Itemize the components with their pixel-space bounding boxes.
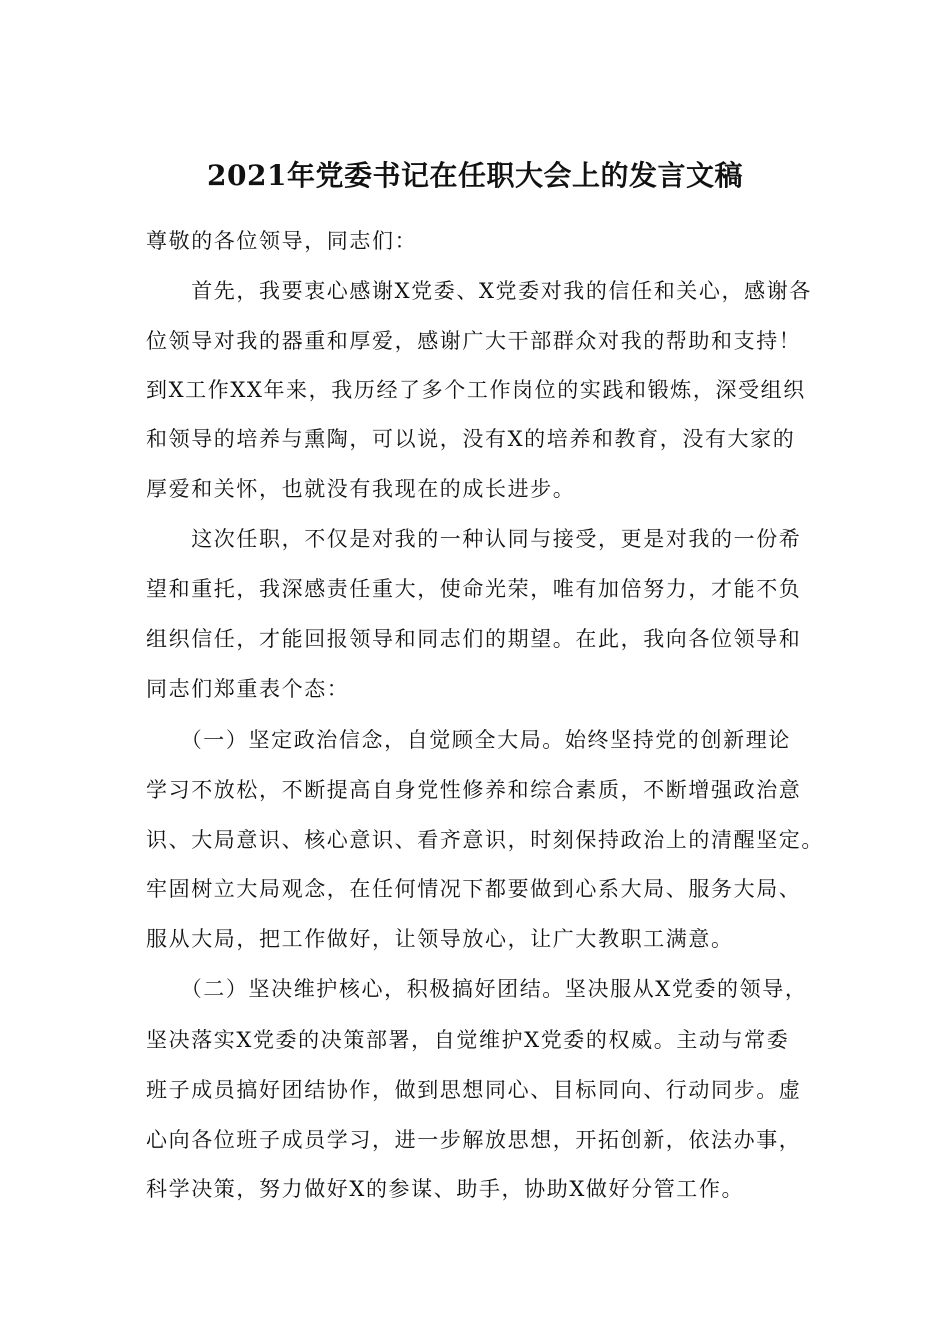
body-line: 服从大局，把工作做好，让领导放心，让广大教职工满意。 xyxy=(146,927,734,951)
body-line: 这次任职，不仅是对我的一种认同与接受，更是对我的一份希 xyxy=(146,527,802,551)
body-line: （一）坚定政治信念，自觉顾全大局。始终坚持党的创新理论 xyxy=(146,728,791,752)
body-line: 班子成员搞好团结协作，做到思想同心、目标同向、行动同步。虚 xyxy=(146,1078,802,1102)
body-line: 组织信任，才能回报领导和同志们的期望。在此，我向各位领导和 xyxy=(146,627,802,651)
body-line: （二）坚决维护核心，积极搞好团结。坚决服从X党委的领导， xyxy=(146,977,808,1001)
body-line: 望和重托，我深感责任重大，使命光荣，唯有加倍努力，才能不负 xyxy=(146,577,802,601)
body-line: 厚爱和关怀，也就没有我现在的成长进步。 xyxy=(146,477,576,501)
body-line: 同志们郑重表个态： xyxy=(146,677,350,701)
body-line: 牢固树立大局观念，在任何情况下都要做到心系大局、服务大局、 xyxy=(146,877,802,901)
body-line: 心向各位班子成员学习，进一步解放思想，开拓创新，依法办事， xyxy=(146,1128,802,1152)
salutation: 尊敬的各位领导，同志们： xyxy=(146,229,418,253)
body-line: 识、大局意识、核心意识、看齐意识，时刻保持政治上的清醒坚定。 xyxy=(146,828,824,852)
document-title: 2021年党委书记在任职大会上的发言文稿 xyxy=(207,159,743,192)
body-line: 位领导对我的器重和厚爱，感谢广大干部群众对我的帮助和支持！ xyxy=(146,329,802,353)
body-line: 和领导的培养与熏陶，可以说，没有X的培养和教育，没有大家的 xyxy=(146,427,796,451)
body-line: 坚决落实X党委的决策部署，自觉维护X党委的权威。主动与常委 xyxy=(146,1028,790,1052)
body-line: 学习不放松，不断提高自身党性修养和综合素质，不断增强政治意 xyxy=(146,778,802,802)
body-line: 到X工作XX年来，我历经了多个工作岗位的实践和锻炼，深受组织 xyxy=(146,378,806,402)
body-line: 科学决策，努力做好X的参谋、助手，协助X做好分管工作。 xyxy=(146,1177,745,1201)
body-line: 首先，我要衷心感谢X党委、X党委对我的信任和关心，感谢各 xyxy=(146,279,812,303)
